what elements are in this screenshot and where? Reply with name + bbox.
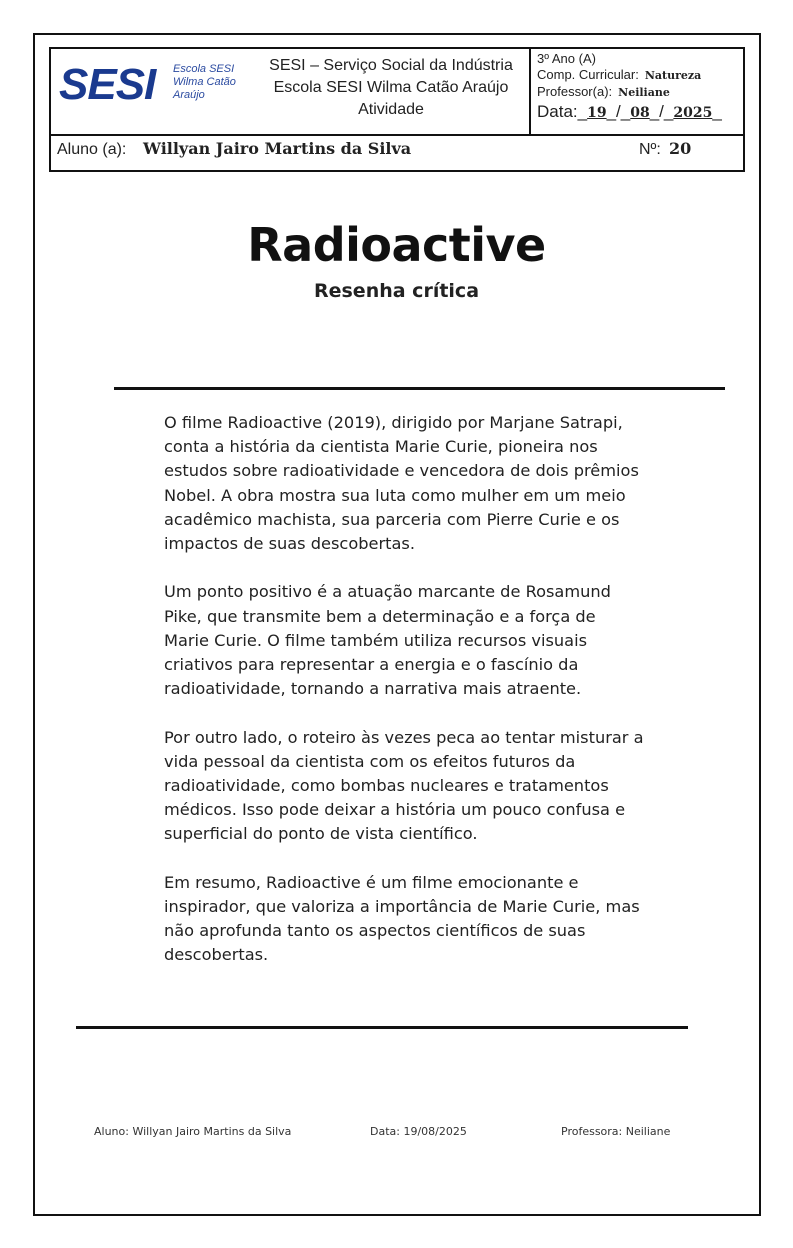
number-label: Nº: bbox=[639, 141, 661, 158]
footer-teacher: Professora: Neiliane bbox=[561, 1125, 671, 1138]
page-subtitle: Resenha crítica bbox=[313, 280, 480, 302]
header-column-divider bbox=[529, 49, 531, 135]
top-divider bbox=[114, 387, 725, 390]
paragraph: Um ponto positivo é a atuação marcante de Rosamund Pike, que transmite bem a determinação e a força de Marie Curie. O filme também utiliza recursos visuais criativos para representar a energia e o fascínio da radioatividade, tornando a narrativa mais atraente. bbox=[164, 582, 611, 699]
logo-wordmark: SESI bbox=[59, 60, 156, 109]
activity-label: Atividade bbox=[358, 101, 424, 118]
subject-label: Comp. Curricular: bbox=[537, 67, 639, 82]
student-row bbox=[57, 137, 737, 169]
class-info bbox=[537, 51, 745, 124]
date-day: 19 bbox=[587, 105, 607, 121]
institution-name: SESI – Serviço Social da Indústria bbox=[269, 57, 513, 74]
review-body bbox=[164, 411, 644, 992]
paragraph: O filme Radioactive (2019), dirigido por Marjane Satrapi, conta a história da cientista Marie Curie, pioneira nos estudos sobre radioatividade e vencedora de dois prêmios Nobel. A obra mostra sua luta como mulher em um meio acadêmico machista, sua parceria com Pierre Curie e os impactos de suas descobertas. bbox=[164, 413, 639, 554]
header-row-divider bbox=[51, 134, 743, 136]
teacher-value: Neiliane bbox=[618, 86, 670, 99]
logo-subtitle-line: Wilma Catão bbox=[173, 76, 236, 88]
logo-subtitle-line: Araújo bbox=[173, 89, 205, 101]
teacher-line bbox=[537, 84, 745, 101]
bottom-divider bbox=[76, 1026, 688, 1029]
subject-line bbox=[537, 67, 745, 84]
paragraph: Por outro lado, o roteiro às vezes peca ao tentar misturar a vida pessoal da cientista com os efeitos futuros da radioatividade, como bombas nucleares e tratamentos médicos. Isso pode deixar a história um pouco confusa e superficial do ponto de vista científico. bbox=[164, 727, 644, 844]
date-label: Data: bbox=[537, 102, 578, 121]
teacher-label: Professor(a): bbox=[537, 84, 613, 99]
subject-value: Natureza bbox=[644, 69, 702, 82]
date-month: 08 bbox=[630, 105, 650, 121]
logo-subtitle bbox=[173, 63, 243, 102]
page-title: Radioactive bbox=[247, 218, 546, 272]
logo-subtitle-line: Escola SESI bbox=[173, 63, 235, 75]
sesi-logo bbox=[59, 61, 239, 111]
number-value: 20 bbox=[669, 139, 692, 158]
grade: 3º Ano (A) bbox=[537, 51, 596, 66]
paragraph: Em resumo, Radioactive é um filme emocionante e inspirador, que valoriza a importância de Marie Curie, mas não aprofunda tanto os aspectos científicos de suas descobertas. bbox=[164, 872, 640, 965]
student-label: Aluno (a): bbox=[57, 141, 127, 158]
student-name: Willyan Jairo Martins da Silva bbox=[143, 139, 412, 158]
date-line: Data:_19_/_08_/_2025_ bbox=[537, 102, 722, 121]
footer-date: Data: 19/08/2025 bbox=[370, 1125, 467, 1138]
institution-info bbox=[256, 55, 526, 121]
header-box bbox=[49, 47, 745, 172]
date-year: 2025 bbox=[673, 105, 713, 121]
footer-student: Aluno: Willyan Jairo Martins da Silva bbox=[94, 1125, 292, 1138]
school-name: Escola SESI Wilma Catão Araújo bbox=[273, 79, 509, 96]
